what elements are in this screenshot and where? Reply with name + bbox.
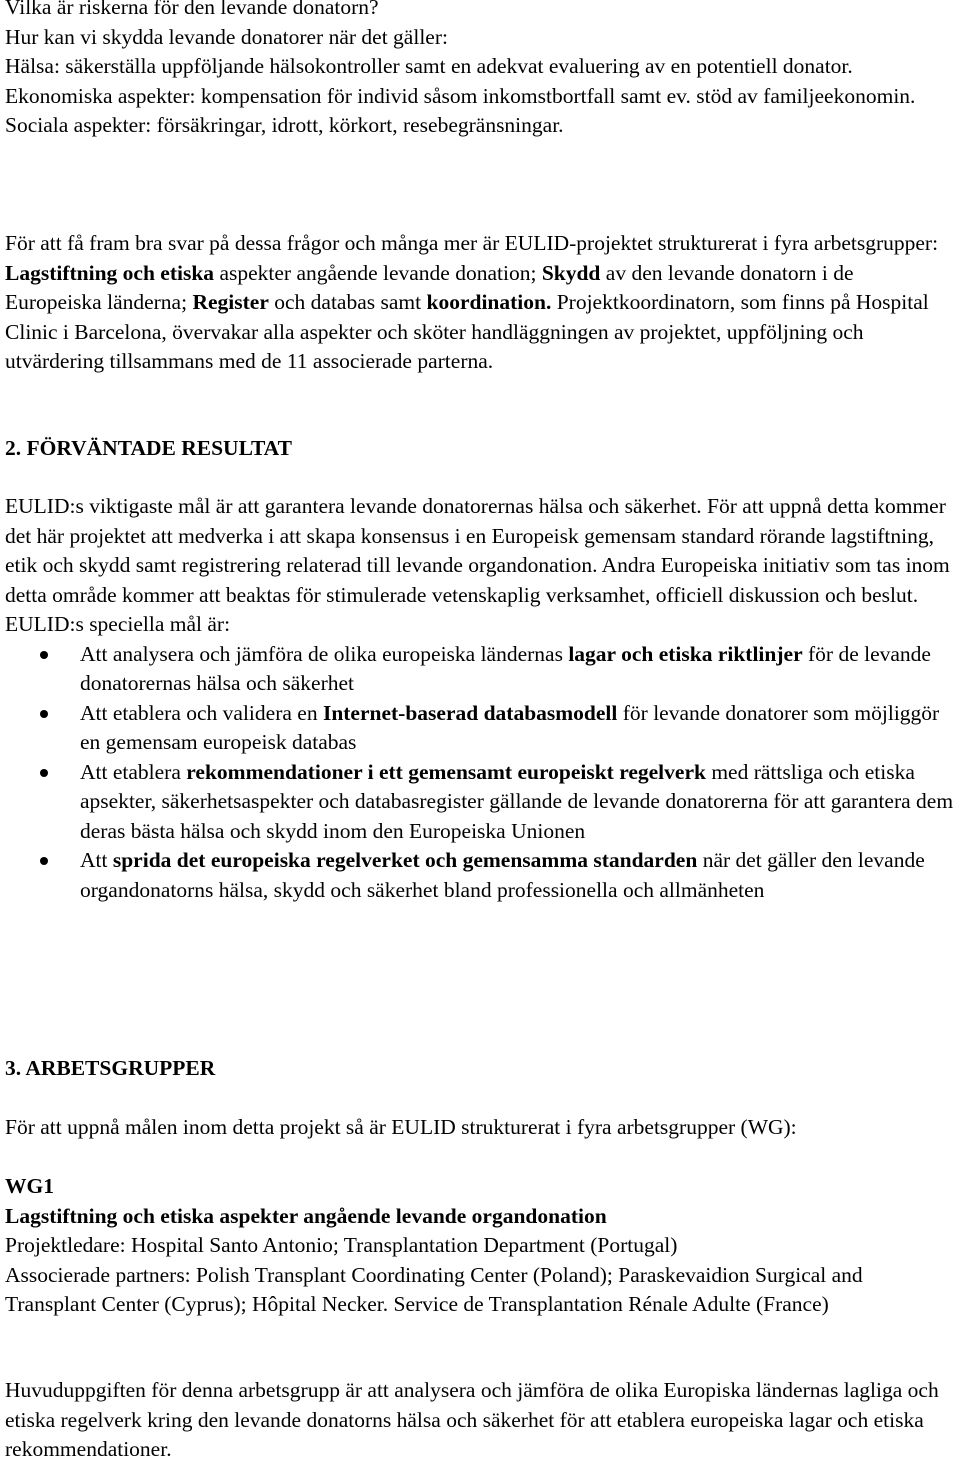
goal-text-bold: Internet-baserad databasmodell (322, 700, 618, 725)
section3-heading: 3. ARBETSGRUPPER (5, 1056, 216, 1080)
wg1-block (5, 1172, 955, 1320)
bullet-icon (40, 769, 48, 777)
structure-text-4: och databas samt (268, 290, 427, 314)
goal-text-post: med rättsliga och etiska apsekter, säkerhetsaspekter och databasregister gällande de levande donatorerna för att garantera dem deras bästa hälsa och skydd inom den Europeiska Unionen (80, 759, 954, 843)
structure-bold-coordination: koordination. (426, 290, 552, 314)
bullet-icon (40, 651, 48, 659)
goal-text-bold: lagar och etiska riktlinjer (568, 641, 803, 666)
structure-paragraph-block (5, 229, 955, 377)
structure-text-2: aspekter angående levande donation; (214, 260, 542, 285)
wg1-label: WG1 (5, 1174, 54, 1198)
goals-list (5, 640, 955, 906)
goal-text-bold: sprida det europeiska regelverket och gemensamma standarden (112, 848, 698, 872)
bullet-icon (40, 857, 48, 865)
section2-paragraph: EULID:s viktigaste mål är att garantera levande donatorernas hälsa och säkerhet. För att uppnå detta kommer det här projektet att medverka i att skapa konsensus i en Europeisk gemensam standard rörande lagstiftning, etik och skydd samt registrering relaterad till levande organdonation. Andra Europeiska initiativ som tas inom detta område kommer att beaktas för stimulerade vetenskaplig verksamhet, officiell diskussion och beslut. (5, 494, 950, 607)
section3-intro: För att uppnå målen inom detta projekt så är EULID strukturerat i fyra arbetsgrupper (WG): (5, 1115, 797, 1139)
intro-section (5, 0, 955, 141)
goal-item (5, 846, 955, 905)
wg1-partners: Associerade partners: Polish Transplant Coordinating Center (Poland); Paraskevaidion Surgical and Transplant Center (Cyprus); Hôpital Necker. Service de Transplantation Rénale Adulte (France) (5, 1262, 863, 1316)
bullet-icon (40, 710, 48, 718)
section2 (5, 434, 955, 464)
section3-intro-block (5, 1113, 955, 1143)
goal-text-pre: Att (80, 848, 113, 872)
structure-bold-register: Register (192, 290, 269, 314)
wg1-leader: Projektledare: Hospital Santo Antonio; Transplantation Department (Portugal) (5, 1233, 678, 1257)
section2-heading: 2. FÖRVÄNTADE RESULTAT (5, 436, 292, 460)
structure-paragraph (5, 229, 955, 377)
section3 (5, 1054, 955, 1084)
goal-text-post: för de levande donatorernas hälsa och säkerhet (80, 641, 931, 695)
goal-text-bold: rekommendationer i ett gemensamt europeiskt regelverk (186, 759, 706, 784)
structure-bold-protection: Skydd (541, 260, 601, 285)
intro-social-item: Sociala aspekter: försäkringar, idrott, körkort, resebegränsningar. (5, 113, 564, 137)
goal-text-post: när det gäller den levande organdonatorns hälsa, skydd och säkerhet bland professionella och allmänheten (80, 848, 925, 902)
intro-health-item: Hälsa: säkerställa uppföljande hälsokontroller samt en adekvat evaluering av en potentiell donator. (5, 54, 853, 78)
structure-text-1: För att få fram bra svar på dessa frågor och många mer är EULID-projektet strukturerat i fyra arbetsgrupper: (5, 231, 939, 255)
section2-body (5, 492, 955, 905)
goal-item (5, 758, 955, 847)
goal-text-pre: Att etablera (80, 759, 187, 784)
goal-item (5, 640, 955, 699)
goal-item (5, 699, 955, 758)
wg1-task-block (5, 1376, 955, 1465)
intro-economic-item: Ekonomiska aspekter: kompensation för individ såsom inkomstbortfall samt ev. stöd av familjeekonomin. (5, 83, 916, 108)
goal-text-post: för levande donatorer som möjliggör en gemensam europeisk databas (80, 700, 940, 754)
goal-text-pre: Att etablera och validera en (80, 700, 323, 725)
structure-text-3: av den levande donatorn i de Europeiska länderna; (5, 260, 854, 314)
goals-intro: EULID:s speciella mål är: (5, 612, 231, 636)
structure-text-5: Projektkoordinatorn, som finns på Hospital Clinic i Barcelona, övervakar alla aspekter och sköter handläggningen av projektet, uppföljning och utvärdering tillsammans med de 11 associerade parterna. (5, 290, 929, 373)
goal-text-pre: Att analysera och jämföra de olika europeiska ländernas (80, 641, 569, 666)
intro-protect-question: Hur kan vi skydda levande donatorer när det gäller: (5, 24, 448, 49)
wg1-title: Lagstiftning och etiska aspekter angående levande organdonation (5, 1203, 607, 1228)
intro-question: Vilka är riskerna för den levande donatorn? (5, 0, 379, 19)
wg1-task: Huvuduppgiften för denna arbetsgrupp är att analysera och jämföra de olika Europiska ländernas lagliga och etiska regelverk kring den levande donatorns hälsa och säkerhet för att etablera europeiska lagar och etiska rekommendationer. (5, 1378, 939, 1461)
structure-bold-legislation: Lagstiftning och etiska (5, 260, 215, 285)
